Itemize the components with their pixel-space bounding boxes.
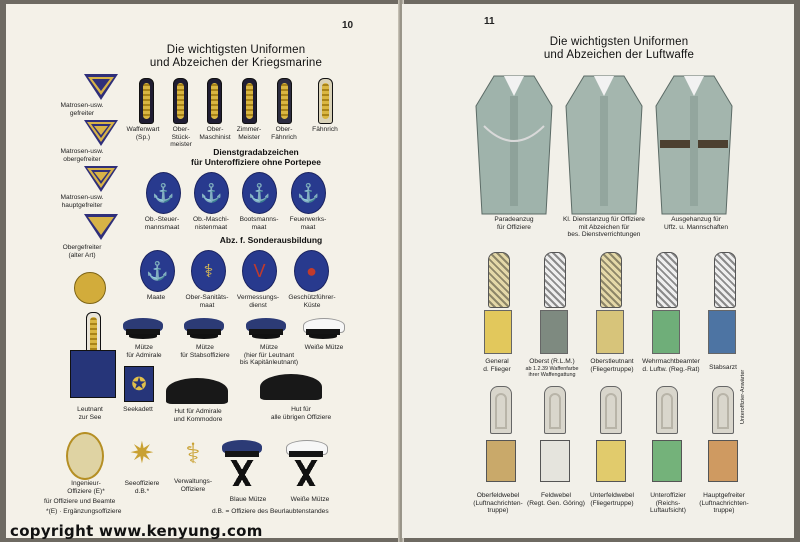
nco-shoulder-board-icon bbox=[600, 386, 622, 434]
parade-uniform-icon bbox=[474, 66, 554, 216]
cap-label: Weiße Mütze bbox=[290, 496, 330, 503]
anchor-badge-icon: ⚓ bbox=[140, 250, 175, 292]
copyright-watermark: copyright www.kenyung.com bbox=[10, 522, 263, 540]
collar-tab-icon bbox=[484, 310, 512, 354]
shoulder-strap-icon bbox=[139, 78, 154, 124]
collar-tab-icon bbox=[540, 310, 568, 354]
cap-label: Blaue Mütze bbox=[229, 496, 267, 503]
badge-label: Seeoffiziere d.B.* bbox=[124, 480, 160, 495]
strap-label: Ober- Maschinist bbox=[199, 126, 231, 141]
right-page bbox=[402, 4, 794, 538]
nco-collar-tab-icon bbox=[486, 440, 516, 482]
shoulder-strap-icon bbox=[207, 78, 222, 124]
double-chevron-badge-icon bbox=[84, 120, 118, 146]
white-cap-icon bbox=[284, 440, 328, 462]
staff-officer-cap-icon bbox=[182, 318, 226, 340]
badge-label: Geschützführer- Küste bbox=[288, 294, 336, 309]
rank-label: Unteroffizier (Reichs- Luftaufsicht) bbox=[650, 492, 686, 515]
badge-label: Ingenieur- Offiziere (E)* bbox=[67, 480, 105, 495]
rank-label: Unterfeldwebel (Fliegertruppe) bbox=[590, 492, 634, 507]
anchor-badge-icon: ⚓ bbox=[194, 172, 229, 214]
shoulder-strap-icon bbox=[277, 78, 292, 124]
strap-label: Zimmer- Meister bbox=[236, 126, 262, 141]
rank-label: Stabsarzt bbox=[709, 364, 737, 371]
badge-label: Seekadett bbox=[123, 406, 153, 413]
badge-label: Feuerwerks- maat bbox=[289, 216, 327, 231]
badge-label: Ob.-Maschi- nistenmaat bbox=[193, 216, 229, 231]
rank-label: Matrosen-usw. gefreiter bbox=[60, 102, 104, 117]
strap-label: Fähnrich bbox=[312, 126, 338, 133]
cap-label: Weiße Mütze bbox=[304, 344, 344, 351]
walking-out-uniform-icon bbox=[654, 66, 734, 216]
braided-shoulder-board-icon bbox=[714, 252, 736, 308]
white-cap-icon bbox=[301, 318, 345, 340]
rank-label: Feldwebel (Regt. Gen. Göring) bbox=[527, 492, 585, 507]
footer-note: d.B. = Offiziere des Beurlaubtenstandes bbox=[212, 508, 329, 515]
flame-badge-icon: ● bbox=[294, 250, 329, 292]
nco-shoulder-board-icon bbox=[544, 386, 566, 434]
rank-label: Hauptgefreiter (Luftnachrichten- truppe) bbox=[699, 492, 749, 515]
braided-shoulder-board-icon bbox=[600, 252, 622, 308]
uniform-label: Paradeanzug für Offiziere bbox=[494, 216, 534, 231]
officer-hat-icon bbox=[260, 374, 322, 400]
admiral-hat-icon bbox=[166, 378, 228, 404]
badge-label: Verwaltungs- Offiziere bbox=[173, 478, 213, 493]
admiral-cap-icon bbox=[121, 318, 165, 340]
blue-cap-icon bbox=[220, 440, 264, 462]
right-title: Die wichtigsten Uniformen und Abzeichen der Luftwaffe bbox=[543, 36, 695, 61]
side-note: Unteroffizier-Anwärter bbox=[740, 369, 746, 424]
cap-ribbon-icon bbox=[230, 460, 254, 486]
chevron-star-badge-icon bbox=[84, 166, 118, 192]
rank-label: Matrosen-usw. hauptgefreiter bbox=[60, 194, 104, 209]
star-wreath-icon: ✷ bbox=[129, 437, 155, 470]
left-title: Die wichtigsten Uniformen und Abzeichen der Kriegsmarine bbox=[149, 44, 323, 69]
page-number-left: 10 bbox=[342, 20, 354, 31]
cap-badge-icon bbox=[74, 272, 106, 304]
collar-tab-icon bbox=[652, 310, 680, 354]
section-heading: Dienstgradabzeichen für Unteroffiziere ohne Portepee bbox=[191, 147, 321, 167]
officer-cap-icon bbox=[244, 318, 288, 340]
badge-label: Ob.-Steuer- mannsmaat bbox=[144, 216, 180, 231]
nco-shoulder-board-icon bbox=[490, 386, 512, 434]
strap-label: Ober- Stück- meister bbox=[170, 126, 192, 149]
anchor-badge-icon: ⚓ bbox=[242, 172, 277, 214]
rank-label: Oberstleutnant (Fliegertruppe) bbox=[590, 358, 634, 373]
caduceus-badge-icon: ⚕ bbox=[191, 250, 226, 292]
rank-label: Matrosen-usw. obergefreiter bbox=[60, 148, 104, 163]
braided-shoulder-board-icon bbox=[544, 252, 566, 308]
sleeve-rank-icon bbox=[70, 350, 116, 398]
anchor-badge-icon: ⚓ bbox=[146, 172, 181, 214]
left-page bbox=[6, 4, 400, 538]
nco-collar-tab-icon bbox=[596, 440, 626, 482]
footer-note: für Offiziere und Beamte bbox=[44, 498, 116, 505]
chevron-badge-icon bbox=[84, 214, 118, 240]
collar-tab-icon bbox=[596, 310, 624, 354]
braided-shoulder-board-icon bbox=[488, 252, 510, 308]
service-uniform-icon bbox=[564, 66, 644, 216]
nco-collar-tab-icon bbox=[540, 440, 570, 482]
strap-label: Waffenwart (Sp.) bbox=[126, 126, 160, 141]
cap-label: Mütze für Admirale bbox=[126, 344, 162, 359]
hat-label: Hut für alle übrigen Offiziere bbox=[270, 406, 332, 421]
caduceus-icon: ⚕ bbox=[185, 438, 201, 469]
badge-label: Bootsmanns- maat bbox=[239, 216, 279, 231]
strap-label: Ober- Fähnrich bbox=[271, 126, 297, 141]
collar-tab-icon bbox=[708, 310, 736, 354]
nco-shoulder-board-icon bbox=[656, 386, 678, 434]
nco-shoulder-board-icon bbox=[712, 386, 734, 434]
cap-label: Mütze für Stabsoffiziere bbox=[180, 344, 230, 359]
badge-label: Ober-Sanitäts- maat bbox=[185, 294, 229, 309]
shoulder-strap-icon bbox=[242, 78, 257, 124]
uniform-label: Ausgehanzug für Uffz. u. Mannschaften bbox=[663, 216, 729, 231]
cap-label: Mütze (hier für Leutnant bis Kapitänleutnant) bbox=[239, 344, 299, 367]
badge-label: Leutnant zur See bbox=[77, 406, 103, 421]
badge-label: Maate bbox=[146, 294, 166, 301]
v-badge-icon: V bbox=[242, 250, 277, 292]
section-heading: Abz. f. Sonderausbildung bbox=[219, 235, 323, 245]
rank-label: Oberfeldwebel (Luftnachrichten- truppe) bbox=[473, 492, 523, 515]
engineer-badge-icon bbox=[66, 432, 104, 480]
cadet-star-icon: ✪ bbox=[124, 366, 154, 402]
footer-note: *(E) · Ergänzungsoffiziere bbox=[46, 508, 122, 515]
uniform-label: Kl. Dienstanzug für Offiziere mit Abzeichen für bes. Dienstverrichtungen bbox=[563, 216, 645, 239]
nco-collar-tab-icon bbox=[652, 440, 682, 482]
braided-shoulder-board-icon bbox=[656, 252, 678, 308]
rank-label: General d. Flieger bbox=[483, 358, 511, 373]
badge-label: Vermessungs- dienst bbox=[236, 294, 280, 309]
shoulder-strap-icon bbox=[173, 78, 188, 124]
rank-label: Wehrmachtbeamter d. Luftw. (Reg.-Rat) bbox=[642, 358, 700, 373]
rank-label: Obergefreiter (alter Art) bbox=[62, 244, 102, 259]
shoulder-strap-icon bbox=[318, 78, 333, 124]
cap-ribbon-icon bbox=[294, 460, 318, 486]
hat-label: Hut für Admirale und Kommodore bbox=[173, 408, 223, 423]
page-number-right: 11 bbox=[484, 16, 495, 27]
anchor-badge-icon: ⚓ bbox=[291, 172, 326, 214]
rank-label: Oberst (R.L.M.) ab 1.2.39 Waffenfarbe ihrer Waffengattung bbox=[525, 358, 579, 378]
chevron-badge-icon bbox=[84, 74, 118, 100]
nco-collar-tab-icon bbox=[708, 440, 738, 482]
